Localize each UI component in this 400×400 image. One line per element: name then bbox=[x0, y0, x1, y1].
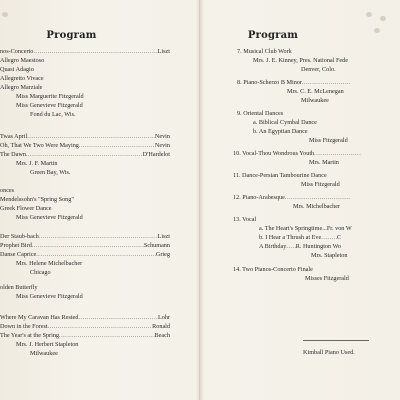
program-line bbox=[237, 79, 351, 87]
program-line bbox=[253, 128, 308, 136]
program-line bbox=[0, 66, 34, 74]
program-line bbox=[0, 196, 74, 204]
program-line-text: Mrs. Martin bbox=[309, 159, 339, 166]
program-line bbox=[311, 252, 347, 260]
program-line bbox=[16, 214, 83, 222]
program-line bbox=[0, 323, 170, 331]
program-line-text: Miss Fitzgerald bbox=[309, 137, 348, 144]
program-line-text: Miss Marguerite Fitzgerald bbox=[16, 93, 84, 100]
program-line bbox=[253, 57, 348, 65]
program-line bbox=[16, 160, 57, 168]
program-line-text: Misses Fitzgerald bbox=[305, 275, 349, 282]
program-line-text: Der Staub-bach bbox=[0, 233, 39, 240]
composer-name: Lohr bbox=[157, 314, 170, 321]
program-line-text: Milwaukee bbox=[30, 350, 58, 357]
leader-dots bbox=[321, 234, 337, 242]
composer-name: Liszt bbox=[157, 48, 170, 55]
program-line bbox=[0, 242, 170, 250]
program-line bbox=[259, 234, 341, 242]
program-line bbox=[0, 142, 170, 150]
program-line-text: Green Bay, Wis. bbox=[30, 169, 71, 176]
program-line bbox=[233, 216, 256, 224]
program-line-text: a. The Heart's Springtime...Fr. von W bbox=[259, 225, 352, 232]
program-line bbox=[233, 172, 327, 180]
program-line-text: Kimball Piano Used. bbox=[303, 349, 355, 356]
composer-name: Grieg bbox=[155, 251, 170, 258]
program-line-text: Where My Caravan Has Rested bbox=[0, 314, 79, 321]
program-line bbox=[293, 203, 340, 211]
program-line-text: Miss Genevieve Fitzgerald bbox=[16, 214, 83, 221]
program-line bbox=[237, 48, 292, 56]
program-line bbox=[253, 119, 317, 127]
left-page bbox=[0, 0, 199, 400]
composer-name: R. Huntington Wo bbox=[295, 243, 341, 250]
program-line-text: Allegro Marziale bbox=[0, 84, 43, 91]
leader-dots bbox=[26, 151, 143, 159]
program-line-text: 13. Vocal bbox=[233, 216, 257, 223]
program-line bbox=[301, 97, 329, 105]
composer-name: Nevin bbox=[154, 142, 170, 149]
program-line bbox=[30, 350, 58, 358]
leader-dots bbox=[33, 48, 157, 56]
program-line bbox=[0, 284, 38, 292]
program-line-text: a. Biblical Cymbal Dance bbox=[253, 119, 317, 126]
leader-dots bbox=[285, 194, 351, 202]
program-line-text: 8. Piano-Scherzo B Minor bbox=[237, 79, 302, 86]
leader-dots bbox=[302, 79, 351, 87]
program-line bbox=[233, 150, 361, 158]
program-line bbox=[16, 102, 83, 110]
program-line bbox=[237, 110, 283, 118]
program-line bbox=[30, 111, 76, 119]
leader-dots bbox=[314, 150, 361, 158]
program-line-text: Allegro Maestoso bbox=[0, 57, 45, 64]
program-line bbox=[287, 88, 344, 96]
program-line-text: Mrs. Helene Michelbacher bbox=[16, 260, 83, 267]
program-line-text: onces bbox=[0, 187, 15, 194]
program-line-text: 14. Two Pianos-Concerto Finale bbox=[233, 266, 313, 273]
program-line-text: A Birthday bbox=[259, 243, 287, 250]
program-line-text: Miss Fitzgerald bbox=[301, 181, 340, 188]
program-line bbox=[309, 159, 339, 167]
leader-dots bbox=[32, 242, 144, 250]
program-line-text: Quasi Adagio bbox=[0, 66, 34, 73]
program-line bbox=[0, 251, 170, 259]
program-line bbox=[259, 243, 341, 251]
program-line bbox=[233, 194, 351, 202]
program-line bbox=[30, 169, 70, 177]
program-line bbox=[301, 181, 340, 189]
program-line bbox=[0, 314, 170, 322]
right-page bbox=[201, 0, 400, 400]
leader-dots bbox=[79, 142, 155, 150]
program-line bbox=[0, 48, 170, 56]
leader-dots bbox=[59, 332, 155, 340]
program-line-text: b. I Hear a Thrush at Eve bbox=[259, 234, 322, 241]
program-line bbox=[0, 233, 170, 241]
program-line bbox=[16, 93, 84, 101]
program-line-text: The Dawn bbox=[0, 151, 26, 158]
leader-dots bbox=[36, 251, 156, 259]
program-line-text: Mrs. Michelbacher bbox=[293, 203, 341, 210]
program-line bbox=[30, 269, 51, 277]
program-line-text: Down in the Forest bbox=[0, 323, 48, 330]
program-line bbox=[301, 66, 336, 74]
composer-name: Beach bbox=[154, 332, 170, 339]
program-line-text: 10. Vocal-Thou Wondrous Youth bbox=[233, 150, 315, 157]
program-line-text: Denver, Colo. bbox=[301, 66, 336, 73]
program-line-text: 12. Piano-Arabesque bbox=[233, 194, 285, 201]
program-line bbox=[305, 275, 349, 283]
leader-dots bbox=[78, 314, 158, 322]
program-line-text: Mrs. C. E. McLenegan bbox=[287, 88, 344, 95]
composer-name: C bbox=[336, 234, 341, 241]
program-line-text: Mrs. J. E. Kinney, Pres. National Fede bbox=[253, 57, 348, 64]
program-line bbox=[16, 341, 78, 349]
program-line-text: Mrs. J. Herbert Stapleton bbox=[16, 341, 79, 348]
program-line-text: Chicago bbox=[30, 269, 51, 276]
program-line bbox=[0, 332, 170, 340]
program-line-text: 7. Musical Club Work bbox=[237, 48, 292, 55]
program-line bbox=[0, 187, 14, 195]
program-line-text: 11. Dance-Persian Tambourine Dance bbox=[233, 172, 327, 179]
composer-name: Liszt bbox=[157, 233, 170, 240]
left-page-heading: Program bbox=[46, 30, 97, 41]
program-line-text: nos-Concerto bbox=[0, 48, 34, 55]
leader-dots bbox=[286, 243, 295, 251]
program-line-text: Twas April bbox=[0, 133, 28, 140]
program-line bbox=[303, 349, 355, 357]
right-page-heading: Program bbox=[247, 30, 299, 41]
program-line bbox=[16, 260, 82, 268]
program-line bbox=[0, 84, 42, 92]
leader-dots bbox=[48, 323, 153, 331]
leader-dots bbox=[27, 133, 155, 141]
program-line-text: Miss Genevieve Fitzgerald bbox=[16, 293, 83, 300]
program-line-text: Prophet Bird bbox=[0, 242, 32, 249]
program-line-text: b. An Egyptian Dance bbox=[253, 128, 308, 135]
footer-rule bbox=[303, 340, 369, 341]
program-line bbox=[0, 57, 44, 65]
composer-name: D'Hardelot bbox=[142, 151, 170, 158]
program-line-text: Greek Flower Dance bbox=[0, 205, 52, 212]
program-line-text: olden Butterfly bbox=[0, 284, 38, 291]
program-line bbox=[259, 225, 352, 233]
program-line-text: Mendelssohn's "Spring Song" bbox=[0, 196, 74, 203]
program-line bbox=[0, 133, 170, 141]
program-line-text: Milwaukee bbox=[301, 97, 329, 104]
program-line-text: Mrs. Stapleton bbox=[311, 252, 348, 259]
composer-name: Schumann bbox=[143, 242, 170, 249]
composer-name: Nevin bbox=[154, 133, 170, 140]
program-line-text: Fond du Lac, Wis. bbox=[30, 111, 76, 118]
program-line bbox=[16, 293, 83, 301]
program-line-text: 9. Oriental Dances bbox=[237, 110, 284, 117]
program-line-text: The Year's at the Spring bbox=[0, 332, 60, 339]
program-line bbox=[309, 137, 348, 145]
program-line-text: Mrs. J. F. Martin bbox=[16, 160, 58, 167]
program-line-text: Miss Genevieve Fitzgerald bbox=[16, 102, 83, 109]
program-line-text: Allegretto Vivace bbox=[0, 75, 44, 82]
program-line-text: Danse Caprice bbox=[0, 251, 37, 258]
composer-name: Ronald bbox=[152, 323, 170, 330]
program-line bbox=[0, 151, 170, 159]
program-line-text: Oh, That We Two Were Maying bbox=[0, 142, 79, 149]
program-line bbox=[233, 266, 313, 274]
program-line bbox=[0, 205, 52, 213]
leader-dots bbox=[39, 233, 158, 241]
program-line bbox=[0, 75, 44, 83]
